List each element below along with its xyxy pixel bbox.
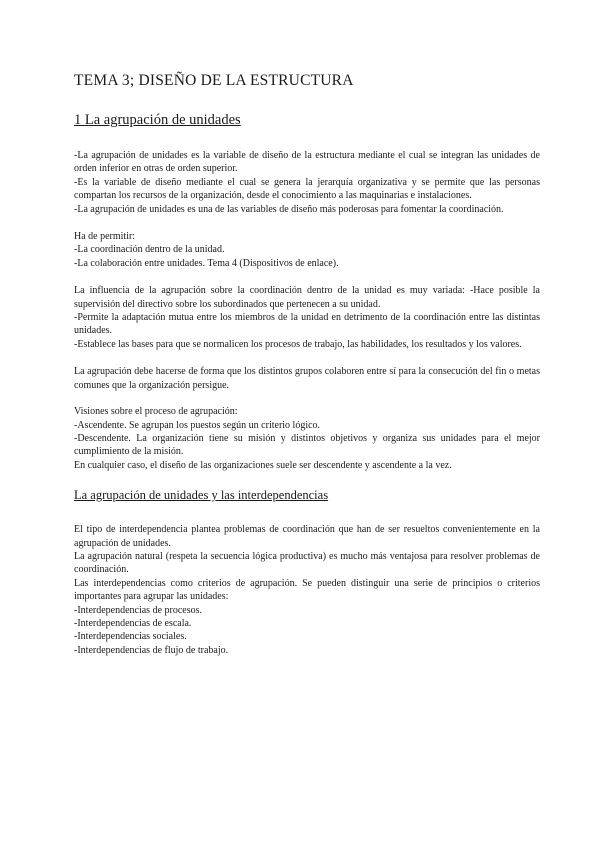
list-item: -Interdependencias de flujo de trabajo. xyxy=(74,644,229,656)
paragraph: -Establece las bases para que se normalicen los procesos de trabajo, las habilidades, los resultados y los valores. xyxy=(74,338,522,350)
section-heading-interdependencias: La agrupación de unidades y las interdependencias xyxy=(74,488,329,503)
list-item: -La colaboración entre unidades. Tema 4 (Dispositivos de enlace). xyxy=(74,257,339,269)
paragraph: La agrupación natural (respeta la secuencia lógica productiva) es mucho más ventajosa para resolver problemas de coordinación. xyxy=(74,550,540,576)
list-item: -La coordinación dentro de la unidad. xyxy=(74,244,225,256)
list-item: Visiones sobre el proceso de agrupación: xyxy=(74,406,238,418)
paragraph: La influencia de la agrupación sobre la coordinación dentro de la unidad es muy variada: -Hace posible la supervisión del directivo sobre los subordinados que pertenecen a su unidad. xyxy=(74,285,540,310)
list-item: -Interdependencias sociales. xyxy=(74,631,187,643)
list-item: -Ascendente. Se agrupan los puestos según un criterio lógico. xyxy=(74,419,321,431)
list-item: -Interdependencias de procesos. xyxy=(74,604,202,616)
list-item: Ha de permitir: xyxy=(74,231,136,243)
influencia-paragraphs xyxy=(74,284,540,351)
paragraph: La agrupación debe hacerse de forma que los distintos grupos colaboren entre sí para la consecución del fin o metas comunes que la organización persigue. xyxy=(74,366,540,391)
section-heading-wrap xyxy=(74,488,540,503)
paragraph: El tipo de interdependencia plantea problemas de coordinación que han de ser resueltos convenientemente en la agrupación de unidades. xyxy=(74,524,540,549)
paragraph: -Permite la adaptación mutua entre los miembros de la unidad en detrimento de la coordinación entre las distintas unidades. xyxy=(74,312,540,337)
section-heading-agrupacion: 1 La agrupación de unidades xyxy=(74,112,241,128)
visiones-list xyxy=(74,405,540,472)
list-item: En cualquier caso, el diseño de las organizaciones suele ser descendente y ascendente a la vez. xyxy=(74,459,452,471)
interdependencias-list xyxy=(74,523,540,657)
intro-paragraphs xyxy=(74,149,540,216)
paragraph: -Es la variable de diseño mediante el cual se genera la jerarquía organizativa y se permite que las personas compartan los recursos de la organización, desde el conocimiento a las maquinarias e instalaciones. xyxy=(74,176,540,202)
list-item: -Interdependencias de escala. xyxy=(74,617,192,629)
paragraph: -La agrupación de unidades es la variable de diseño de la estructura mediante el cual se integran las unidades de orden inferior en otras de orden superior. xyxy=(74,150,540,175)
paragraph: Las interdependencias como criterios de agrupación. Se pueden distinguir una serie de principios o criterios importantes para agrupar las unidades: xyxy=(74,577,540,603)
forma-paragraph xyxy=(74,365,540,392)
document-title: TEMA 3; DISEÑO DE LA ESTRUCTURA xyxy=(74,72,354,89)
list-item: -Descendente. La organización tiene su misión y distintos objetivos y organiza sus unidades para el mejor cumplimiento de la misión. xyxy=(74,432,540,458)
permitir-list xyxy=(74,230,540,270)
paragraph: -La agrupación de unidades es una de las variables de diseño más poderosas para fomentar la coordinación. xyxy=(74,203,504,215)
